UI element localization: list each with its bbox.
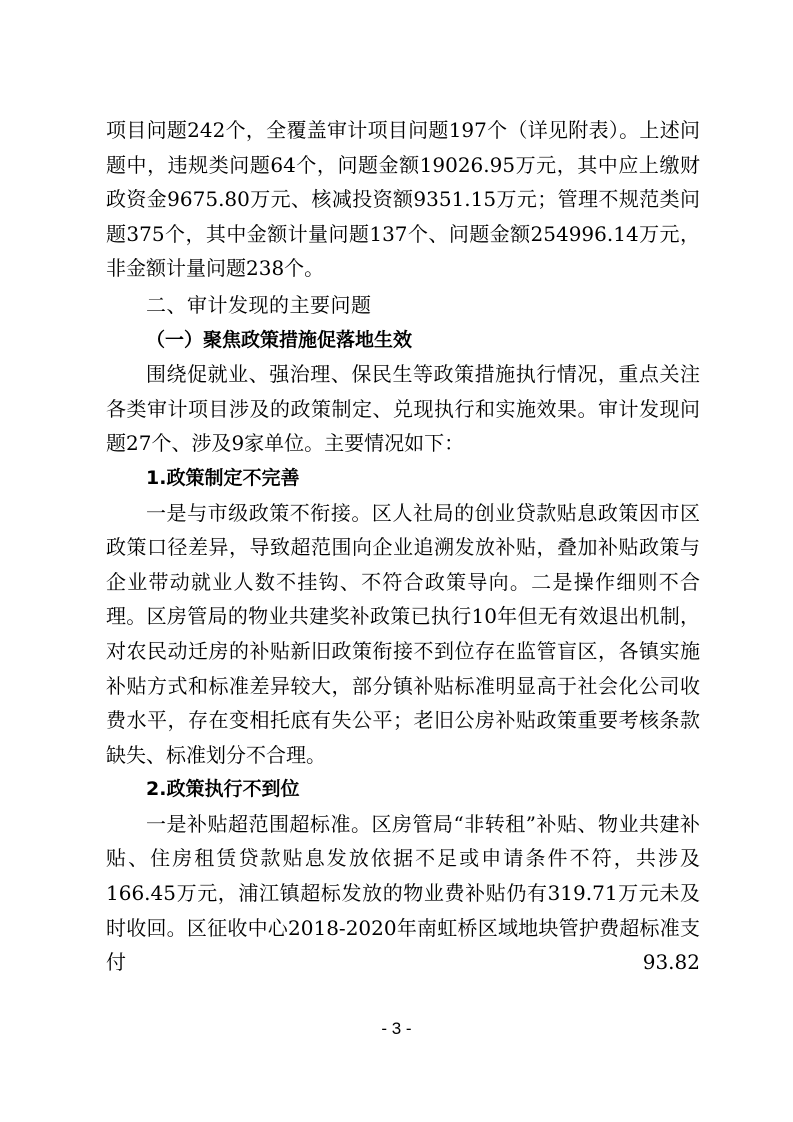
document-body — [106, 113, 700, 980]
item-heading-policy-execution: 2.政策执行不到位 — [146, 778, 300, 801]
paragraph-policy-intro: 围绕促就业、强治理、保民生等政策措施执行情况，重点关注各类审计项目涉及的政策制定、兑现执行和实施效果。审计发现问题27个、涉及9家单位。主要情况如下： — [106, 362, 700, 456]
item-heading-policy-formulation: 1.政策制定不完善 — [146, 466, 300, 489]
paragraph-policy-formulation: 一是与市级政策不衔接。区人社局的创业贷款贴息政策因市区政策口径差异，导致超范围向企业追溯发放补贴，叠加补贴政策与企业带动就业人数不挂钩、不符合政策导向。二是操作细则不合理。区房管局的物业共建奖补政策已执行10年但无有效退出机制，对农民动迁房的补贴新旧政策衔接不到位存在监管盲区，各镇实施补贴方式和标准差异较大，部分镇补贴标准明显高于社会化公司收费水平，存在变相托底有失公平；老旧公房补贴政策重要考核条款缺失、标准划分不合理。 — [106, 500, 700, 767]
section-heading-main-issues: 二、审计发现的主要问题 — [146, 292, 372, 317]
subsection-heading-policy: （一）聚焦政策措施促落地生效 — [146, 328, 413, 351]
paragraph-policy-execution: 一是补贴超范围超标准。区房管局“非转租”补贴、物业共建补贴、住房租赁贷款贴息发放依据不足或申请条件不符，共涉及166.45万元，浦江镇超标发放的物业费补贴仍有319.71万元未及时收回。区征收中心2018-2020年南虹桥区域地块管护费超标准支付93.82 — [106, 811, 700, 975]
paragraph-summary: 项目问题242个，全覆盖审计项目问题197个（详见附表）。上述问题中，违规类问题64个，问题金额19026.95万元，其中应上缴财政资金9675.80万元、核减投资额9351.15万元；管理不规范类问题375个，其中金额计量问题137个、问题金额254996.14万元，非金额计量问题238个。 — [106, 118, 700, 281]
page-number: - 3 - — [381, 1019, 412, 1038]
